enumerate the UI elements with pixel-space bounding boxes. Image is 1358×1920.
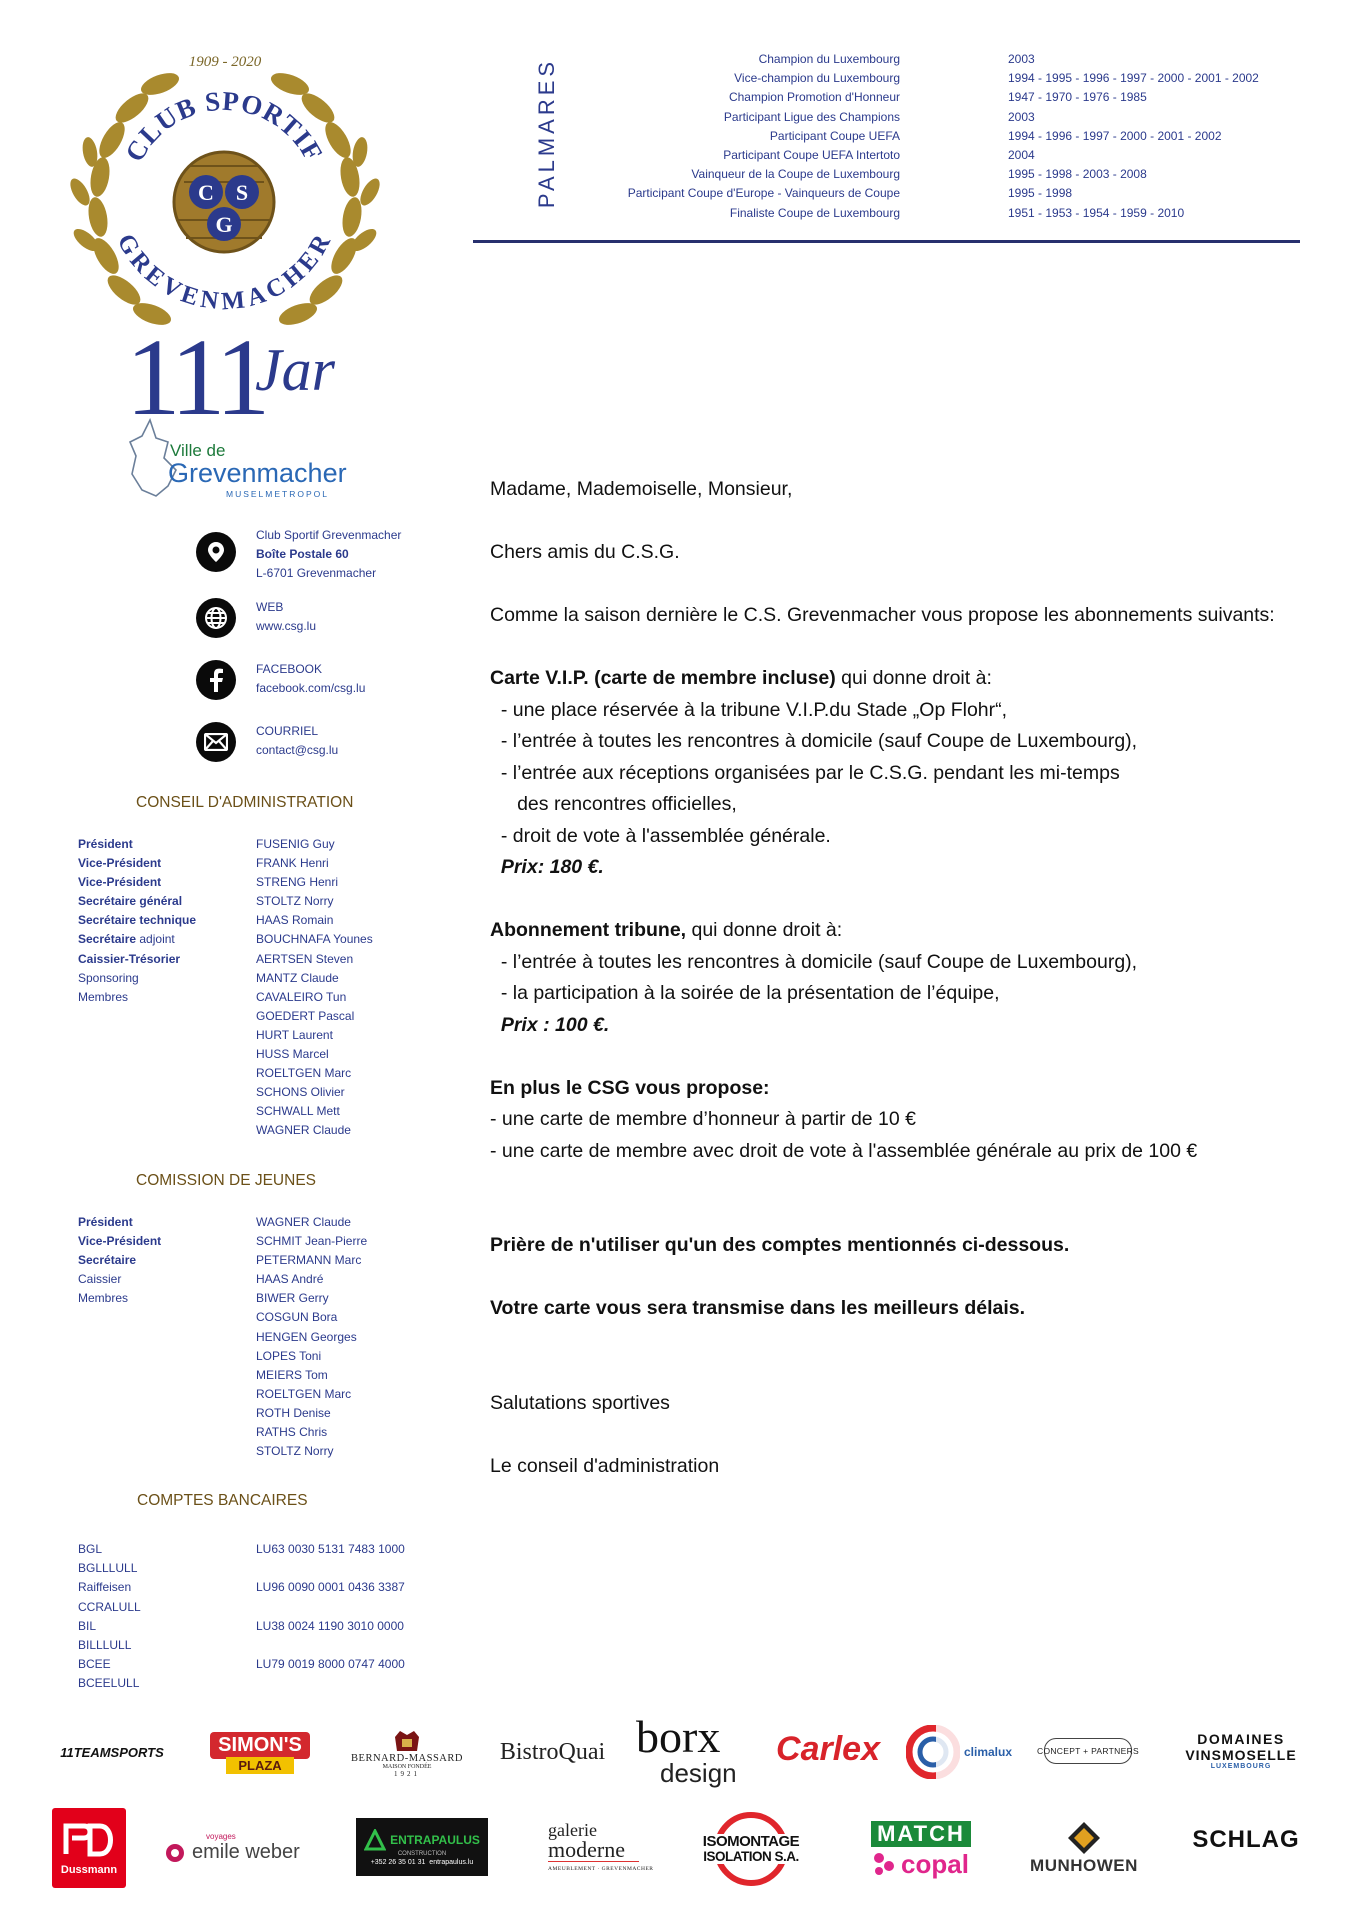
- sponsor-emile-weber: [164, 1826, 314, 1870]
- conseil-row: [78, 932, 418, 951]
- address-line2: Boîte Postale 60: [256, 547, 349, 561]
- comptes-name: LU79 0019 8000 0747 4000: [256, 1657, 405, 1672]
- plus-item: - une carte de membre avec droit de vote à l'assemblée générale au prix de 100 €: [490, 1139, 1198, 1162]
- conseil-role-text: Caissier-Trésorier: [78, 951, 181, 966]
- jeunes-name: BIWER Gerry: [256, 1291, 329, 1306]
- conseil-role-text: Vice-Président: [78, 856, 162, 871]
- munhowen-word: MUNHOWEN: [1030, 1856, 1138, 1875]
- bernard-year: 1921: [394, 1769, 420, 1778]
- jeunes-role: [78, 1253, 136, 1267]
- comptes-role-text: BILLLULL: [78, 1637, 132, 1652]
- jeunes-role: [78, 1215, 133, 1229]
- bernard-sub: MAISON FONDÉE: [382, 1763, 432, 1770]
- isomontage-word: ISOMONTAGE: [702, 1833, 800, 1850]
- palmares-years: 2003: [1008, 109, 1035, 124]
- emile-voyages: voyages: [206, 1832, 236, 1841]
- ville-line2: Grevenmacher: [168, 458, 347, 488]
- comptes-roster: [78, 1542, 418, 1696]
- plus-title: En plus le CSG vous propose:: [490, 1076, 770, 1099]
- conseil-row: [78, 1047, 418, 1066]
- emile-weber-logo-icon: [164, 1842, 186, 1864]
- sponsor-match-copal: [860, 1808, 982, 1890]
- palmares-title: Vice-champion du Luxembourg: [734, 71, 900, 86]
- jeunes-row: [78, 1253, 418, 1272]
- jeunes-name: WAGNER Claude: [256, 1215, 351, 1229]
- sponsor-borx-design: [636, 1704, 746, 1796]
- palmares-row: [560, 52, 1358, 71]
- comptes-role: [78, 1542, 102, 1556]
- conseil-name: AERTSEN Steven: [256, 951, 354, 966]
- conseil-roster: [78, 837, 418, 1143]
- conseil-name: STOLTZ Norry: [256, 894, 334, 909]
- tribune-items: [490, 947, 1330, 1010]
- palmares-title: Participant Coupe UEFA: [769, 128, 900, 143]
- crest-text-bottom: GREVENMACHER: [111, 229, 337, 316]
- conseil-role-text: Membres: [78, 989, 129, 1004]
- letter-greeting: Madame, Mademoiselle, Monsieur,: [490, 478, 793, 500]
- ville-de-grevenmacher-logo: [128, 418, 368, 503]
- vip-price: Prix: 180 €.: [490, 856, 604, 878]
- galerie-sub: AMEUBLEMENT · GREVENMACHER: [548, 1865, 654, 1872]
- jeunes-role: [78, 1272, 121, 1286]
- sponsor-simons-plaza: [200, 1722, 320, 1784]
- conseil-name: WAGNER Claude: [256, 1123, 351, 1138]
- vip-item: des rencontres officielles,: [490, 793, 737, 815]
- comptes-heading: COMPTES BANCAIRES: [137, 1492, 308, 1509]
- entrapaulus-web: entrapaulus.lu: [429, 1858, 474, 1866]
- jeunes-row: [78, 1444, 418, 1463]
- comptes-role: [78, 1561, 137, 1575]
- dussmann-logo-icon: [62, 1820, 116, 1860]
- jeunes-role: [78, 1291, 128, 1305]
- palmares-row: [560, 167, 1358, 186]
- palmares-years: 1994 - 1995 - 1996 - 1997 - 2000 - 2001 - 2002: [1008, 71, 1259, 86]
- jeunes-role-text: Caissier: [78, 1272, 122, 1287]
- conseil-role-text: Président: [78, 837, 133, 851]
- comptes-role-text: BIL: [78, 1618, 97, 1633]
- palmares-row: [560, 90, 1358, 109]
- letter-closing: Salutations sportives: [490, 1391, 670, 1414]
- vip-item: - l’entrée à toutes les rencontres à domicile (sauf Coupe de Luxembourg),: [490, 730, 1138, 752]
- mail-label: COURRIEL: [256, 724, 319, 738]
- conseil-role: [78, 971, 139, 985]
- conseil-role: [78, 837, 133, 851]
- conseil-name: STRENG Henri: [256, 875, 339, 890]
- crest-years: 1909 - 2020: [188, 54, 262, 70]
- jeunes-name: ROTH Denise: [256, 1405, 331, 1420]
- jeunes-heading: COMISSION DE JEUNES: [136, 1172, 316, 1189]
- jeunes-name: PETERMANN Marc: [256, 1253, 362, 1268]
- sponsor-11teamsports: 11TEAMSPORTS: [60, 1744, 164, 1760]
- facebook-icon: [196, 660, 236, 700]
- palmares-years: 2004: [1008, 147, 1035, 162]
- address-line1: Club Sportif Grevenmacher: [256, 528, 402, 542]
- bernard-name: BERNARD-MASSARD: [351, 1752, 463, 1764]
- comptes-role-text: BCEE: [78, 1657, 111, 1672]
- jeunes-name: RATHS Chris: [256, 1425, 328, 1440]
- palmares-years: 1995 - 1998: [1008, 186, 1073, 201]
- copal-dots-icon: [873, 1852, 901, 1876]
- tribune-item: - la participation à la soirée de la présentation de l’équipe,: [490, 982, 1000, 1004]
- entrapaulus-phone: +352 26 35 01 31: [370, 1858, 426, 1866]
- conseil-name: CAVALEIRO Tun: [256, 989, 347, 1004]
- address-line3: L-6701 Grevenmacher: [256, 566, 377, 580]
- comptes-role-text: BGLLLULL: [78, 1561, 138, 1576]
- palmares-table: [560, 52, 1358, 225]
- conseil-name: HURT Laurent: [256, 1027, 333, 1042]
- conseil-name: GOEDERT Pascal: [256, 1008, 355, 1023]
- borx-word: borx: [636, 1711, 721, 1762]
- comptes-name: LU96 0090 0001 0436 3387: [256, 1580, 405, 1595]
- jeunes-row: [78, 1330, 418, 1349]
- sponsor-galerie-moderne: [548, 1810, 674, 1882]
- plus-item: - une carte de membre d’honneur à partir de 10 €: [490, 1108, 917, 1130]
- jeunes-name: SCHMIT Jean-Pierre: [256, 1234, 368, 1249]
- conseil-name: SCHONS Olivier: [256, 1085, 345, 1100]
- jeunes-row: [78, 1310, 418, 1329]
- jeunes-roster: [78, 1215, 418, 1463]
- sponsor-bistroquai: BistroQuai: [499, 1738, 606, 1765]
- comptes-row: [78, 1619, 418, 1638]
- comptes-name: LU63 0030 5131 7483 1000: [256, 1542, 405, 1556]
- conseil-row: [78, 1104, 418, 1123]
- crest-text-top: CLUB SPORTIF: [119, 85, 329, 167]
- notice-accounts: Prière de n'utiliser qu'un des comptes mentionnés ci-dessous.: [490, 1234, 1070, 1256]
- sponsor-isomontage: [692, 1810, 810, 1888]
- conseil-row: [78, 913, 418, 932]
- sponsor-concept-partners: CONCEPT + PARTNERS: [1044, 1738, 1132, 1764]
- comptes-row: [78, 1580, 418, 1599]
- jeunes-row: [78, 1215, 418, 1234]
- jeunes-role-text: Vice-Président: [78, 1234, 162, 1249]
- vip-title-rest: qui donne droit à:: [835, 667, 992, 689]
- jeunes-row: [78, 1387, 418, 1406]
- palmares-row: [560, 110, 1358, 129]
- vip-heading: [490, 663, 1330, 695]
- tribune-title: Abonnement tribune,: [490, 919, 687, 941]
- plaza-word: PLAZA: [226, 1757, 293, 1774]
- sponsor-bernard-massard: [342, 1716, 472, 1790]
- conseil-role-text: Sponsoring: [78, 970, 139, 985]
- mail-link[interactable]: contact@csg.lu: [256, 743, 339, 757]
- conseil-role-text: Secrétaire général: [78, 894, 183, 909]
- crown-crest-icon: [392, 1729, 422, 1753]
- location-pin-icon: [196, 532, 236, 572]
- jeunes-name: MEIERS Tom: [256, 1367, 328, 1382]
- palmares-row: [560, 186, 1358, 205]
- tribune-price: Prix : 100 €.: [490, 1013, 610, 1036]
- climalux-word: climalux: [964, 1745, 1013, 1759]
- globe-icon: [196, 598, 236, 638]
- letter-friends: Chers amis du C.S.G.: [490, 541, 680, 563]
- crest-letter-s: S: [235, 180, 249, 205]
- palmares-row: [560, 71, 1358, 90]
- isolation-word: ISOLATION S.A.: [703, 1849, 799, 1864]
- ville-line3: MUSELMETROPOL: [226, 489, 329, 499]
- conseil-row: [78, 894, 418, 913]
- galerie-word: galerie: [548, 1819, 597, 1840]
- comptes-row: [78, 1657, 418, 1676]
- palmares-title: Participant Coupe d'Europe - Vainqueurs de Coupe: [627, 186, 900, 201]
- comptes-role-text: Raiffeisen: [78, 1580, 132, 1595]
- comptes-role: [78, 1600, 141, 1614]
- conseil-name: BOUCHNAFA Younes: [256, 932, 373, 947]
- conseil-role: [78, 990, 128, 1004]
- conseil-role-text: Secrétaire: [78, 932, 137, 947]
- palmares-years: 1994 - 1996 - 1997 - 2000 - 2001 - 2002: [1008, 128, 1222, 143]
- palmares-row: [560, 206, 1358, 225]
- palmares-title: Finaliste Coupe de Luxembourg: [729, 205, 900, 220]
- sponsor-dussmann: [52, 1808, 126, 1888]
- domaines-country: LUXEMBOURG: [1210, 1762, 1272, 1770]
- conseil-row: [78, 952, 418, 971]
- sponsor-munhowen: [1022, 1808, 1146, 1888]
- entrapaulus-word: ENTRAPAULUS: [390, 1832, 480, 1847]
- sponsor-carlex: Carlex: [776, 1729, 880, 1768]
- crest-anniversary-word: Jar: [255, 337, 335, 403]
- jeunes-role: [78, 1234, 161, 1248]
- sponsor-schlag: SCHLAG: [1192, 1826, 1300, 1853]
- letter-body: [490, 474, 1330, 1482]
- palmares-title: Participant Coupe UEFA Intertoto: [723, 147, 900, 162]
- palmares-divider: [473, 240, 1300, 243]
- crest-anniversary-number: 111: [125, 316, 265, 422]
- conseil-row: [78, 1009, 418, 1028]
- conseil-row: [78, 990, 418, 1009]
- jeunes-row: [78, 1234, 418, 1253]
- conseil-row: [78, 875, 418, 894]
- palmares-years: 1995 - 1998 - 2003 - 2008: [1008, 167, 1147, 182]
- conseil-role-text: Secrétaire technique: [78, 913, 197, 928]
- jeunes-name: STOLTZ Norry: [256, 1444, 334, 1459]
- match-word: MATCH: [871, 1821, 971, 1847]
- letter-intro: Comme la saison dernière le C.S. Grevenmacher vous propose les abonnements suivants:: [490, 604, 1275, 626]
- letter-signature: Le conseil d'administration: [490, 1454, 720, 1477]
- comptes-row: [78, 1600, 418, 1619]
- vip-title: Carte V.I.P. (carte de membre incluse): [490, 667, 836, 689]
- comptes-name: LU38 0024 1190 3010 0000: [256, 1618, 404, 1633]
- emile-word: emile weber: [192, 1841, 300, 1863]
- comptes-row: [78, 1676, 418, 1695]
- jeunes-row: [78, 1291, 418, 1310]
- sponsor-domaines-vinsmoselle: [1180, 1724, 1302, 1776]
- conseil-name: ROELTGEN Marc: [256, 1066, 352, 1081]
- crest-letter-g: G: [215, 212, 233, 237]
- facebook-label: FACEBOOK: [256, 662, 323, 676]
- conseil-row: [78, 1066, 418, 1085]
- conseil-name: FUSENIG Guy: [256, 837, 335, 851]
- jeunes-role-text: Secrétaire: [78, 1253, 137, 1268]
- vip-item: - droit de vote à l'assemblée générale.: [490, 824, 831, 847]
- jeunes-name: COSGUN Bora: [256, 1310, 338, 1325]
- palmares-label: PALMARES: [534, 57, 559, 209]
- conseil-role: [78, 932, 175, 946]
- conseil-role: [78, 913, 196, 927]
- vip-item: - l’entrée aux réceptions organisées par le C.S.G. pendant les mi-temps: [490, 761, 1120, 784]
- palmares-row: [560, 148, 1358, 167]
- palmares-title: Champion Promotion d'Honneur: [728, 90, 900, 105]
- comptes-role: [78, 1580, 131, 1594]
- vinsmoselle-word: VINSMOSELLE: [1185, 1746, 1297, 1763]
- conseil-role: [78, 952, 180, 966]
- notice-delivery: Votre carte vous sera transmise dans les meilleurs délais.: [490, 1297, 1026, 1319]
- jeunes-name: LOPES Toni: [256, 1348, 322, 1363]
- comptes-role: [78, 1638, 131, 1652]
- palmares-years: 1947 - 1970 - 1976 - 1985: [1008, 90, 1147, 105]
- palmares-title: Vainqueur de la Coupe de Luxembourg: [691, 167, 900, 182]
- munhowen-diamond-icon: [1066, 1820, 1102, 1856]
- jeunes-row: [78, 1272, 418, 1291]
- conseil-role: [78, 856, 161, 870]
- comptes-role: [78, 1619, 96, 1633]
- climalux-logo-icon: [906, 1725, 960, 1779]
- conseil-heading: CONSEIL D'ADMINISTRATION: [136, 794, 354, 811]
- palmares-title: Champion du Luxembourg: [758, 52, 900, 66]
- facebook-link[interactable]: facebook.com/csg.lu: [256, 681, 366, 695]
- ville-line1: Ville de: [170, 441, 226, 460]
- comptes-role-text: BGL: [78, 1542, 103, 1556]
- envelope-icon: [196, 722, 236, 762]
- vip-items: [490, 695, 1330, 853]
- conseil-name: MANTZ Claude: [256, 970, 339, 985]
- conseil-row: [78, 1085, 418, 1104]
- comptes-row: [78, 1638, 418, 1657]
- palmares-years: 1951 - 1953 - 1954 - 1959 - 2010: [1008, 205, 1185, 220]
- tribune-title-rest: qui donne droit à:: [686, 919, 843, 941]
- conseil-row: [78, 971, 418, 990]
- jeunes-role-text: Membres: [78, 1291, 129, 1306]
- jeunes-row: [78, 1349, 418, 1368]
- conseil-row: [78, 1123, 418, 1142]
- sponsor-climalux: [906, 1722, 1030, 1782]
- club-crest-logo: [60, 42, 390, 422]
- tribune-item: - l’entrée à toutes les rencontres à domicile (sauf Coupe de Luxembourg),: [490, 950, 1138, 973]
- comptes-role: [78, 1657, 111, 1671]
- palmares-title: Participant Ligue des Champions: [723, 109, 900, 124]
- moderne-word: moderne: [548, 1839, 639, 1862]
- tribune-heading: [490, 915, 1330, 947]
- vip-item: - une place réservée à la tribune V.I.P.du Stade „Op Flohr“,: [490, 698, 1008, 721]
- conseil-name: HAAS Romain: [256, 913, 334, 928]
- palmares-years: 2003: [1008, 52, 1035, 66]
- jeunes-name: ROELTGEN Marc: [256, 1386, 352, 1401]
- conseil-row: [78, 837, 418, 856]
- jeunes-row: [78, 1406, 418, 1425]
- jeunes-name: HENGEN Georges: [256, 1329, 357, 1344]
- comptes-role-text: CCRALULL: [78, 1599, 141, 1614]
- sponsor-entrapaulus: [356, 1818, 488, 1876]
- entrapaulus-sub: CONSTRUCTION: [397, 1850, 447, 1857]
- conseil-name: HUSS Marcel: [256, 1047, 329, 1062]
- jeunes-name: HAAS André: [256, 1272, 324, 1287]
- conseil-name: SCHWALL Mett: [256, 1104, 340, 1119]
- conseil-row: [78, 856, 418, 875]
- comptes-row: [78, 1561, 418, 1580]
- conseil-role: [78, 894, 182, 908]
- conseil-name: FRANK Henri: [256, 856, 329, 871]
- jeunes-role-text: Président: [78, 1215, 133, 1229]
- copal-word: copal: [901, 1849, 969, 1879]
- palmares-row: [560, 129, 1358, 148]
- domaines-word: DOMAINES: [1197, 1730, 1285, 1747]
- entrapaulus-logo-icon: [364, 1829, 386, 1851]
- plus-items: [490, 1104, 1330, 1167]
- web-link[interactable]: www.csg.lu: [256, 619, 317, 633]
- conseil-row: [78, 1028, 418, 1047]
- comptes-role-text: BCEELULL: [78, 1676, 140, 1691]
- conseil-role: [78, 875, 161, 889]
- comptes-role: [78, 1676, 139, 1690]
- jeunes-row: [78, 1368, 418, 1387]
- jeunes-row: [78, 1425, 418, 1444]
- simons-word: SIMON'S: [210, 1732, 310, 1759]
- design-word: design: [660, 1758, 737, 1788]
- web-label: WEB: [256, 600, 284, 614]
- conseil-role-text: Vice-Président: [78, 875, 162, 890]
- conseil-role-suffix: adjoint: [136, 932, 175, 947]
- comptes-row: [78, 1542, 418, 1561]
- dussmann-word: Dussmann: [60, 1864, 118, 1876]
- crest-letter-c: C: [198, 180, 214, 205]
